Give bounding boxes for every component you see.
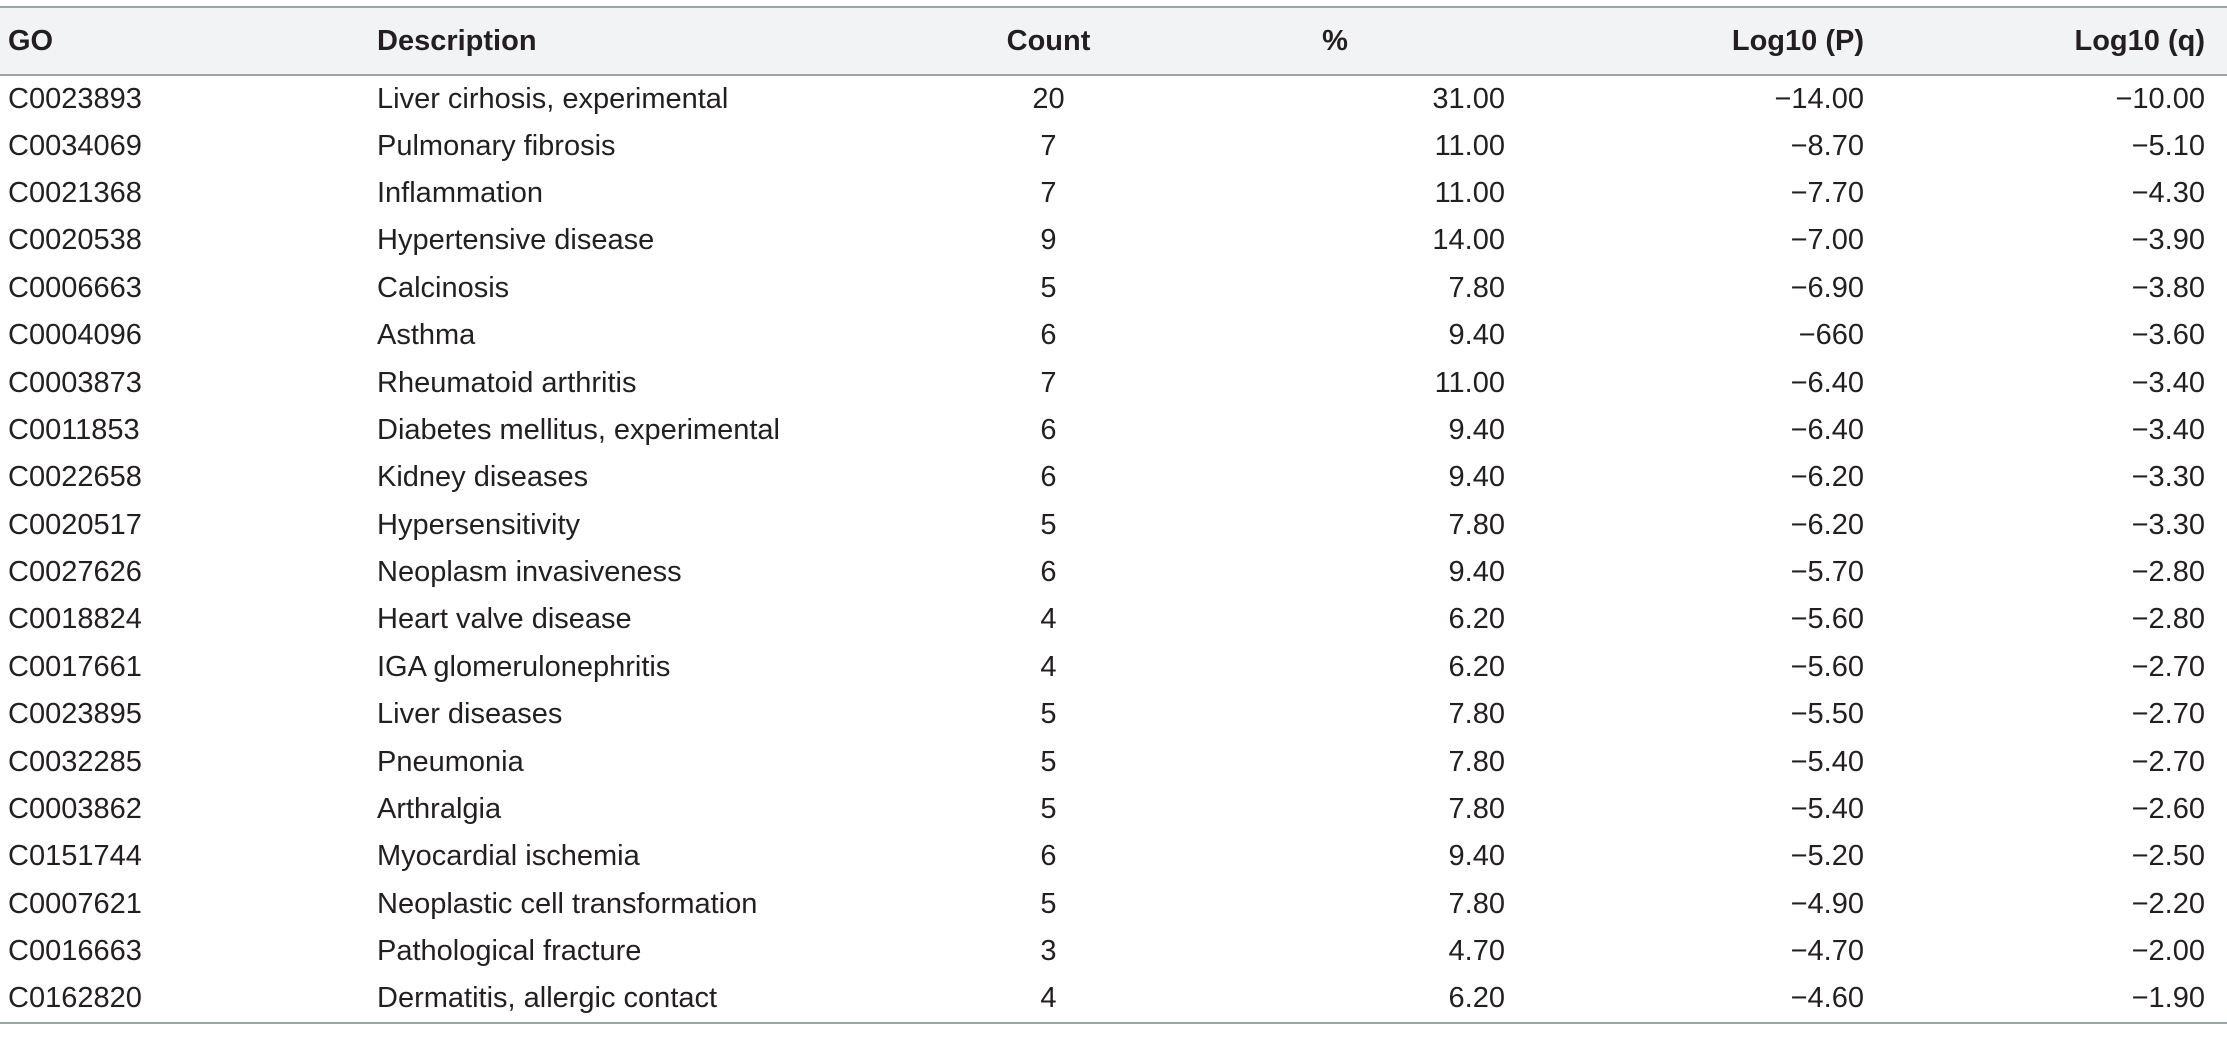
- cell-count: 4: [927, 975, 1170, 1022]
- cell-percent-value: 31.00: [1432, 82, 1505, 115]
- cell-percent-value: 7.80: [1448, 698, 1505, 731]
- cell-percent-value: 11.00: [1434, 176, 1505, 209]
- cell-log-p-value: −7.00: [1790, 224, 1864, 257]
- cell-percent-value: 4.70: [1448, 935, 1505, 968]
- cell-go: C0151744: [8, 840, 142, 873]
- table-row: [0, 454, 2227, 501]
- cell-log-p: [1500, 691, 1944, 738]
- cell-count: 6: [1040, 461, 1057, 494]
- cell-log-p: [1500, 502, 1944, 549]
- cell-log-q: −2.80: [2131, 556, 2205, 589]
- cell-percent: [1170, 170, 1505, 217]
- cell-percent-value: 9.40: [1448, 461, 1505, 494]
- cell-count: 4: [1040, 603, 1057, 636]
- cell-log-p: [1500, 786, 1944, 833]
- cell-percent: [1170, 644, 1505, 691]
- table-row: [0, 217, 2227, 264]
- cell-log-p-value: −5.70: [1790, 556, 1864, 589]
- cell-percent-value: 6.20: [1448, 982, 1505, 1015]
- cell-percent-value: 6.20: [1448, 603, 1505, 636]
- cell-percent: [1170, 217, 1505, 264]
- table-row: [0, 786, 2227, 833]
- cell-log-p: [1500, 596, 1944, 643]
- cell-percent: [1170, 928, 1505, 975]
- cell-description: Kidney diseases: [377, 461, 589, 494]
- cell-log-q: −2.20: [2131, 887, 2205, 920]
- cell-percent: [1170, 691, 1505, 738]
- cell-log-p: [1500, 928, 1944, 975]
- cell-log-p-value: −5.50: [1790, 698, 1864, 731]
- cell-log-q: −3.90: [2131, 224, 2205, 257]
- table-row: [0, 549, 2227, 596]
- table-row: [0, 691, 2227, 738]
- cell-percent-value: 7.80: [1448, 508, 1505, 541]
- cell-percent-value: 9.40: [1448, 840, 1505, 873]
- cell-count: 5: [1040, 698, 1057, 731]
- cell-description: Pathological fracture: [377, 935, 642, 968]
- cell-percent-value: 11.00: [1434, 366, 1505, 399]
- cell-description: Myocardial ischemia: [377, 840, 640, 873]
- cell-log-p-value: −6.20: [1790, 461, 1864, 494]
- cell-count: 3: [1040, 935, 1057, 968]
- cell-description: Diabetes mellitus, experimental: [377, 413, 780, 446]
- cell-go: C0022658: [8, 461, 142, 494]
- cell-log-p-value: −5.60: [1790, 603, 1864, 636]
- cell-description: Calcinosis: [377, 271, 510, 304]
- cell-log-p: [1500, 407, 1944, 454]
- cell-log-q: −3.60: [2131, 319, 2205, 352]
- cell-count: 5: [1040, 271, 1057, 304]
- cell-percent: [1170, 738, 1505, 785]
- cell-go: C0020538: [8, 224, 142, 257]
- cell-log-q: −4.30: [2131, 176, 2205, 209]
- cell-count: 6: [1040, 319, 1057, 352]
- cell-log-p: [1500, 881, 1944, 928]
- cell-description: Dermatitis, allergic contact: [377, 975, 927, 1022]
- cell-log-p-value: −6.40: [1790, 366, 1864, 399]
- cell-percent: [1170, 549, 1505, 596]
- cell-description: Pulmonary fibrosis: [377, 129, 616, 162]
- cell-description: Asthma: [377, 319, 476, 352]
- cell-log-q: −3.40: [2131, 366, 2205, 399]
- cell-log-p: [1500, 738, 1944, 785]
- cell-percent-value: 6.20: [1448, 650, 1505, 683]
- cell-description: Rheumatoid arthritis: [377, 366, 637, 399]
- cell-count: 9: [1040, 224, 1057, 257]
- cell-percent: [1170, 75, 1505, 122]
- cell-go: C0004096: [8, 319, 142, 352]
- cell-log-p-value: −660: [1798, 319, 1864, 352]
- cell-log-p-value: −5.60: [1790, 650, 1864, 683]
- cell-log-p: [1500, 170, 1944, 217]
- cell-go: C0023893: [8, 82, 142, 115]
- cell-log-q: −5.10: [2131, 129, 2205, 162]
- cell-log-p-value: −7.70: [1790, 176, 1864, 209]
- cell-count: 5: [1040, 793, 1057, 826]
- cell-percent-value: 14.00: [1432, 224, 1505, 257]
- table-row: [0, 928, 2227, 975]
- cell-count: 5: [1040, 745, 1057, 778]
- cell-log-p-value: −6.90: [1790, 271, 1864, 304]
- table-header: [0, 7, 2227, 75]
- cell-go: C0016663: [8, 935, 142, 968]
- header-percent: %: [1170, 7, 1500, 75]
- cell-log-p: [1500, 975, 1944, 1022]
- cell-percent-value: 7.80: [1448, 793, 1505, 826]
- header-log-q: Log10 (q): [1944, 7, 2227, 75]
- cell-go: C0023895: [8, 698, 142, 731]
- header-description: Description: [377, 7, 927, 75]
- cell-description: Hypersensitivity: [377, 508, 581, 541]
- cell-log-q: −3.80: [2131, 271, 2205, 304]
- cell-log-p: [1500, 75, 1944, 122]
- header-count: Count: [927, 7, 1170, 75]
- cell-percent: [1170, 359, 1505, 406]
- cell-log-p-value: −4.90: [1790, 887, 1864, 920]
- cell-log-p-value: −6.40: [1790, 413, 1864, 446]
- table-row: [0, 170, 2227, 217]
- cell-log-p-value: −5.40: [1790, 745, 1864, 778]
- cell-log-q: −2.80: [2131, 603, 2205, 636]
- cell-description: IGA glomerulonephritis: [377, 650, 671, 683]
- cell-percent-value: 9.40: [1448, 319, 1505, 352]
- table-body: [0, 75, 2227, 1023]
- table-row: [0, 644, 2227, 691]
- cell-log-p: [1500, 265, 1944, 312]
- cell-count: 4: [1040, 650, 1057, 683]
- cell-log-q: −2.70: [2131, 745, 2205, 778]
- cell-count: 7: [1040, 176, 1057, 209]
- table-row: [0, 75, 2227, 122]
- cell-count: 20: [1032, 82, 1065, 115]
- cell-log-p: [1500, 454, 1944, 501]
- cell-log-p: [1500, 833, 1944, 880]
- cell-log-p: [1500, 644, 1944, 691]
- table-row: [0, 738, 2227, 785]
- cell-percent: [1170, 407, 1505, 454]
- cell-percent: [1170, 265, 1505, 312]
- cell-log-p: [1500, 359, 1944, 406]
- cell-log-p-value: −14.00: [1774, 82, 1864, 115]
- cell-log-q: −2.70: [2131, 650, 2205, 683]
- cell-go: C0034069: [8, 129, 142, 162]
- cell-percent: [1170, 454, 1505, 501]
- cell-go: C0020517: [8, 508, 142, 541]
- table-row: [0, 407, 2227, 454]
- enrichment-table-container: [0, 6, 2205, 1024]
- cell-log-q: −1.90: [1944, 975, 2227, 1022]
- cell-log-p: [1500, 312, 1944, 359]
- header-go: GO: [0, 7, 377, 75]
- cell-percent-value: 7.80: [1448, 745, 1505, 778]
- cell-description: Liver diseases: [377, 698, 563, 731]
- cell-count: 7: [1040, 366, 1057, 399]
- cell-percent: [1170, 122, 1505, 169]
- cell-go: C0003873: [8, 366, 142, 399]
- cell-log-q: −3.30: [2131, 508, 2205, 541]
- cell-description: Neoplastic cell transformation: [377, 887, 758, 920]
- cell-description: Arthralgia: [377, 793, 502, 826]
- cell-log-p-value: −4.70: [1790, 935, 1864, 968]
- cell-log-p-value: −5.40: [1790, 793, 1864, 826]
- cell-percent: [1170, 596, 1505, 643]
- cell-go: C0007621: [8, 887, 142, 920]
- table-row: [0, 502, 2227, 549]
- cell-percent: [1170, 881, 1505, 928]
- cell-description: Inflammation: [377, 176, 544, 209]
- cell-log-p: [1500, 217, 1944, 264]
- cell-go: C0032285: [8, 745, 142, 778]
- cell-log-p-value: −6.20: [1790, 508, 1864, 541]
- enrichment-table: [0, 6, 2227, 1024]
- cell-go: C0006663: [8, 271, 142, 304]
- cell-percent-value: 11.00: [1434, 129, 1505, 162]
- cell-percent: [1170, 786, 1505, 833]
- cell-percent-value: 7.80: [1448, 887, 1505, 920]
- cell-percent-value: 9.40: [1448, 413, 1505, 446]
- cell-go: C0162820: [0, 975, 377, 1022]
- table-row: [0, 312, 2227, 359]
- cell-description: Heart valve disease: [377, 603, 632, 636]
- cell-count: 6: [1040, 556, 1057, 589]
- cell-log-q: −3.30: [2131, 461, 2205, 494]
- table-row: [0, 881, 2227, 928]
- cell-percent: [1170, 502, 1505, 549]
- header-log-p: Log10 (P): [1500, 7, 1944, 75]
- cell-log-p-value: −5.20: [1790, 840, 1864, 873]
- cell-count: 7: [1040, 129, 1057, 162]
- cell-log-q: −2.70: [2131, 698, 2205, 731]
- cell-go: C0011853: [8, 413, 140, 446]
- cell-go: C0017661: [8, 650, 142, 683]
- cell-log-q: −2.60: [2131, 793, 2205, 826]
- cell-log-q: −2.50: [2131, 840, 2205, 873]
- cell-log-q: −2.00: [2131, 935, 2205, 968]
- cell-description: Pneumonia: [377, 745, 524, 778]
- cell-log-q: −3.40: [2131, 413, 2205, 446]
- cell-count: 6: [1040, 413, 1057, 446]
- table-row: [0, 359, 2227, 406]
- cell-percent: [1170, 833, 1505, 880]
- cell-log-p: [1500, 549, 1944, 596]
- table-row: [0, 596, 2227, 643]
- cell-go: C0003862: [8, 793, 142, 826]
- cell-log-p-value: −4.60: [1790, 982, 1864, 1015]
- cell-log-p: [1500, 122, 1944, 169]
- cell-percent-value: 7.80: [1448, 271, 1505, 304]
- cell-count: 6: [1040, 840, 1057, 873]
- header-row: [0, 7, 2227, 75]
- table-row: [0, 975, 2227, 1022]
- cell-count: 5: [1040, 887, 1057, 920]
- table-row: [0, 122, 2227, 169]
- cell-go: C0027626: [8, 556, 142, 589]
- cell-log-q: −10.00: [2115, 82, 2205, 115]
- table-row: [0, 833, 2227, 880]
- cell-percent: [1170, 312, 1505, 359]
- cell-go: C0018824: [8, 603, 142, 636]
- cell-description: Liver cirhosis, experimental: [377, 82, 729, 115]
- cell-description: Hypertensive disease: [377, 224, 655, 257]
- table-row: [0, 265, 2227, 312]
- cell-percent-value: 9.40: [1448, 556, 1505, 589]
- cell-go: C0021368: [8, 176, 142, 209]
- cell-percent: [1170, 975, 1505, 1022]
- cell-description: Neoplasm invasiveness: [377, 556, 682, 589]
- cell-log-p-value: −8.70: [1790, 129, 1864, 162]
- cell-count: 5: [1040, 508, 1057, 541]
